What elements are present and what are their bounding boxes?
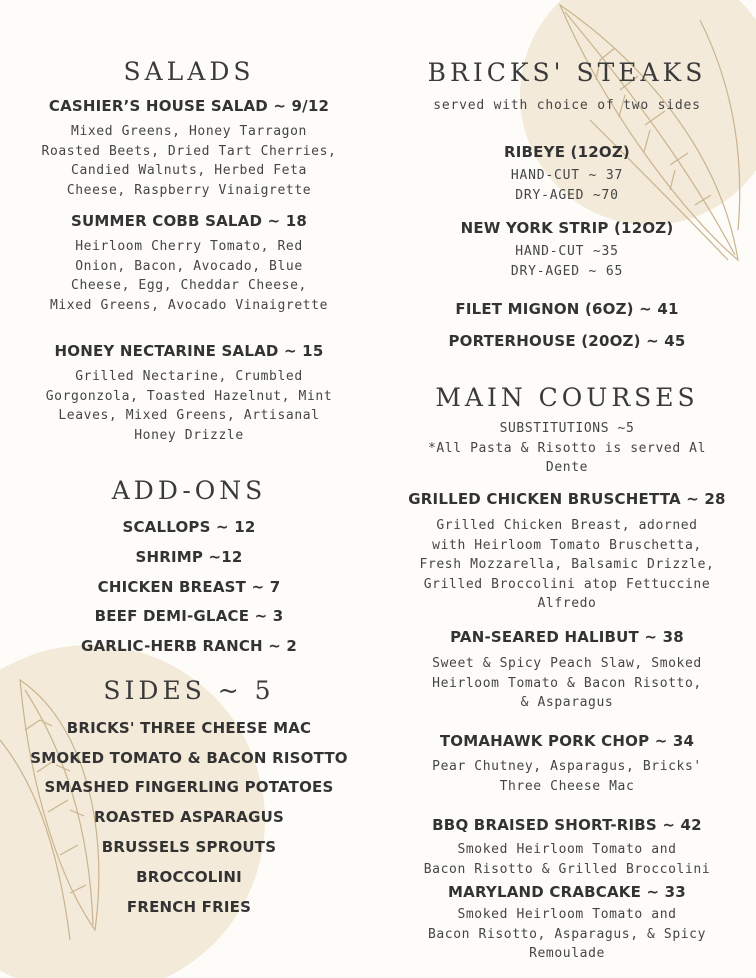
main-description: Pear Chutney, Asparagus, Bricks' Three Cheese Mac: [432, 759, 702, 794]
salad-description: Grilled Nectarine, Crumbled Gorgonzola, Toasted Hazelnut, Mint Leaves, Mixed Greens, Artisanal Honey Drizzle: [45, 369, 333, 443]
side-item: SMASHED FINGERLING POTATOES: [44, 778, 334, 796]
steak-title: RIBEYE (12OZ): [504, 143, 630, 161]
steak-option: HAND-CUT ~35: [515, 244, 619, 259]
addon-item: SHRIMP ~12: [135, 548, 243, 566]
salads-heading: SALADS: [123, 57, 255, 86]
main-title: TOMAHAWK PORK CHOP ~ 34: [439, 732, 695, 750]
side-item: BRICKS' THREE CHEESE MAC: [66, 719, 312, 737]
addon-item: BEEF DEMI-GLACE ~ 3: [94, 607, 284, 625]
main-title: GRILLED CHICKEN BRUSCHETTA ~ 28: [408, 490, 726, 508]
salad-title: CASHIER’S HOUSE SALAD ~ 9/12: [48, 97, 330, 115]
addon-item: CHICKEN BREAST ~ 7: [97, 578, 281, 596]
side-item: BROCCOLINI: [136, 868, 242, 886]
main-description: Smoked Heirloom Tomato and Bacon Risotto & Grilled Broccolini: [423, 842, 711, 877]
main-description: Sweet & Spicy Peach Slaw, Smoked Heirloom Tomato & Bacon Risotto, & Asparagus: [432, 656, 702, 710]
side-item: ROASTED ASPARAGUS: [94, 808, 284, 826]
mains-note: SUBSTITUTIONS ~5 *All Pasta & Risotto is served Al Dente: [427, 421, 707, 475]
main-title: BBQ BRAISED SHORT-RIBS ~ 42: [432, 816, 702, 834]
salad-title: SUMMER COBB SALAD ~ 18: [70, 212, 308, 230]
addon-item: SCALLOPS ~ 12: [122, 518, 256, 536]
main-description: Smoked Heirloom Tomato and Bacon Risotto, Asparagus, & Spicy Remoulade: [427, 907, 707, 961]
steaks-heading: BRICKS' STEAKS: [427, 58, 707, 87]
addon-item: GARLIC-HERB RANCH ~ 2: [80, 637, 298, 655]
side-item: FRENCH FRIES: [126, 898, 252, 916]
steaks-note: served with choice of two sides: [433, 98, 701, 113]
mains-heading: MAIN COURSES: [435, 383, 699, 412]
side-item: BRUSSELS SPROUTS: [101, 838, 277, 856]
steak-option: HAND-CUT ~ 37: [510, 168, 624, 183]
addons-heading: ADD-ONS: [111, 476, 267, 505]
salad-description: Heirloom Cherry Tomato, Red Onion, Bacon, Avocado, Blue Cheese, Egg, Cheddar Cheese, Mixed Greens, Avocado Vinaigrette: [49, 239, 329, 313]
steak-option: DRY-AGED ~ 65: [510, 264, 624, 279]
steak-option: DRY-AGED ~70: [515, 188, 619, 203]
main-title: MARYLAND CRABCAKE ~ 33: [448, 883, 686, 901]
steak-title: NEW YORK STRIP (12OZ): [460, 219, 674, 237]
steak-title: PORTERHOUSE (20OZ) ~ 45: [448, 332, 686, 350]
main-description: Grilled Chicken Breast, adorned with Heirloom Tomato Bruschetta, Fresh Mozzarella, Balsamic Drizzle, Grilled Broccolini atop Fettuccine Alfredo: [419, 518, 715, 611]
main-title: PAN-SEARED HALIBUT ~ 38: [450, 628, 684, 646]
steak-title: FILET MIGNON (6OZ) ~ 41: [455, 300, 679, 318]
sides-heading: SIDES ~ 5: [103, 676, 275, 705]
side-item: SMOKED TOMATO & BACON RISOTTO: [30, 749, 348, 767]
salad-description: Mixed Greens, Honey Tarragon Roasted Beets, Dried Tart Cherries, Candied Walnuts, Herbed Feta Cheese, Raspberry Vinaigrette: [41, 124, 337, 198]
salad-title: HONEY NECTARINE SALAD ~ 15: [54, 342, 324, 360]
